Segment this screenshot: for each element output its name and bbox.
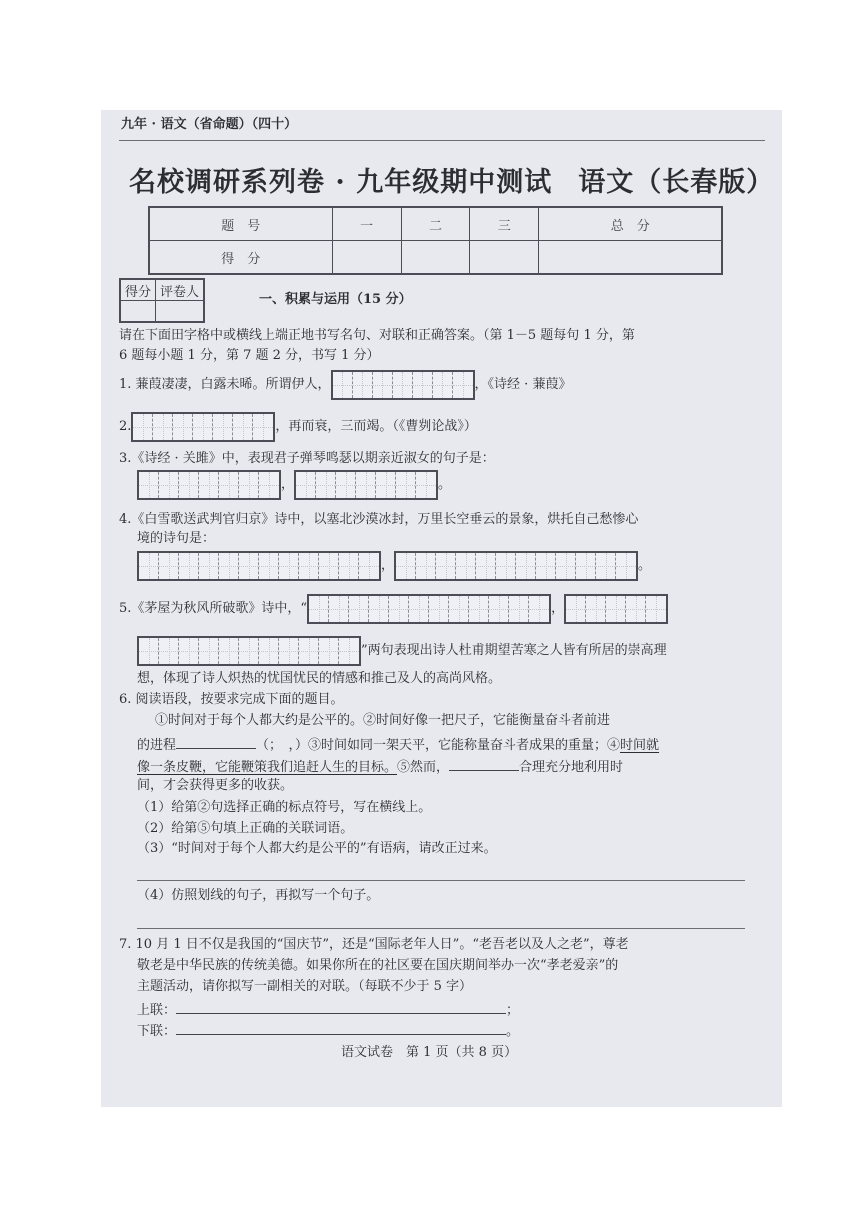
exam-paper bbox=[101, 110, 782, 1107]
q6-passage-line2 bbox=[137, 734, 659, 755]
question-5-line2 bbox=[137, 636, 667, 666]
q2-number: 2. bbox=[119, 419, 132, 434]
question-2 bbox=[119, 412, 477, 442]
period-mark: 。 bbox=[638, 558, 652, 573]
q3-answer-grid-1[interactable] bbox=[137, 470, 281, 500]
q6-text: 合理充分地利用时 bbox=[519, 760, 624, 775]
page-footer: 语文试卷 第 1 页（共 8 页） bbox=[341, 1045, 518, 1060]
score-table-header: 二 bbox=[401, 207, 470, 241]
score-cell[interactable] bbox=[539, 241, 722, 275]
q6-4-answer-line[interactable] bbox=[137, 928, 745, 929]
q6-subquestion-2: （2）给第⑤句填上正确的关联词语。 bbox=[137, 821, 354, 836]
q5-description: ”两句表现出诗人杜甫期望苦寒之人皆有所居的崇高理 bbox=[361, 643, 667, 658]
period-mark: 。 bbox=[506, 1024, 520, 1039]
exam-title-main: 名校调研系列卷 · 九年级期中测试 bbox=[129, 167, 553, 198]
question-7-line2: 敬老是中华民族的传统美德。如果你所在的社区要在国庆期间举办一次“孝老爱亲”的 bbox=[137, 958, 619, 973]
q2-answer-grid[interactable] bbox=[131, 412, 275, 442]
question-1 bbox=[119, 370, 571, 400]
q4-answer-grid-1[interactable] bbox=[137, 551, 381, 581]
score-table-header: 总 分 bbox=[539, 207, 722, 241]
semicolon-mark: ； bbox=[506, 1003, 520, 1018]
score-cell[interactable] bbox=[401, 241, 470, 275]
q6-underlined-text: 像一条皮鞭，它能鞭策我们追赶人生的目标。 bbox=[137, 760, 398, 775]
upper-couplet-label: 上联： bbox=[137, 1003, 177, 1018]
q5-answer-grid-3[interactable] bbox=[137, 636, 361, 666]
q5-answer-grid-2[interactable] bbox=[564, 594, 668, 624]
question-7-line3: 主题活动，请你拟写一副相关的对联。（每联不少于 5 字） bbox=[137, 979, 473, 994]
q6-passage-line1: ①时间对于每个人都大约是公平的。②时间好像一把尺子，它能衡量奋斗者前进 bbox=[155, 713, 611, 728]
grader-name-label: 评卷人 bbox=[156, 279, 205, 301]
q6-text: ⑤然而， bbox=[397, 760, 450, 775]
q6-passage-line3 bbox=[137, 756, 623, 777]
grader-score-label: 得分 bbox=[120, 279, 156, 301]
grader-score-cell[interactable] bbox=[120, 301, 156, 323]
question-4-line2: 境的诗句是： bbox=[137, 531, 216, 546]
q6-conjunction-blank[interactable] bbox=[449, 756, 519, 771]
q6-subquestion-4: （4）仿照划线的句子，再拟写一个句子。 bbox=[137, 888, 380, 903]
q3-answer-grid-2[interactable] bbox=[294, 470, 438, 500]
score-table-score-row bbox=[149, 241, 722, 275]
q6-text: （； ，）③时间如同一架天平，它能称量奋斗者成果的重量；④ bbox=[256, 738, 621, 753]
question-5-line1 bbox=[119, 594, 668, 624]
upper-couplet-row bbox=[137, 999, 519, 1020]
score-cell[interactable] bbox=[332, 241, 401, 275]
section1-heading: 一、积累与运用（15 分） bbox=[259, 292, 412, 307]
q6-subquestion-3: （3）“时间对于每个人都大约是公平的”有语病，请改正过来。 bbox=[137, 841, 497, 856]
question-5-line3: 想，体现了诗人炽热的忧国忧民的情感和推己及人的高尚风格。 bbox=[137, 671, 502, 686]
period-mark: 。 bbox=[438, 477, 452, 492]
q1-answer-grid[interactable] bbox=[331, 370, 475, 400]
grader-box bbox=[119, 278, 205, 323]
score-table-header-row bbox=[149, 207, 722, 241]
q5-answer-grid-1[interactable] bbox=[307, 594, 551, 624]
q3-answer-row bbox=[137, 470, 451, 500]
q4-answer-row bbox=[137, 551, 651, 581]
header-rule bbox=[119, 140, 765, 141]
grader-name-cell[interactable] bbox=[156, 301, 205, 323]
comma-mark: ， bbox=[551, 601, 565, 616]
score-cell[interactable] bbox=[470, 241, 539, 275]
instructions-line2: 6 题每小题 1 分，第 7 题 2 分，书写 1 分） bbox=[119, 348, 380, 363]
score-table-header: 题 号 bbox=[149, 207, 332, 241]
score-table-header: 三 bbox=[470, 207, 539, 241]
series-header: 九年 · 语文（省命题）（四十） bbox=[121, 117, 298, 132]
instructions-line1: 请在下面田字格中或横线上端正地书写名句、对联和正确答案。（第 1－5 题每句 1 分，第 bbox=[119, 328, 635, 343]
q6-3-answer-line[interactable] bbox=[137, 880, 745, 881]
question-7-line1: 7. 10 月 1 日不仅是我国的“国庆节”，还是“国际老年人日”。“老吾老以及人之老”，尊老 bbox=[119, 937, 629, 952]
q6-passage-line4: 间，才会获得更多的收获。 bbox=[137, 778, 294, 793]
q6-text: 的进程 bbox=[137, 738, 177, 753]
comma-mark: ， bbox=[381, 558, 395, 573]
q2-rest: ，再而衰，三而竭。（《曹刿论战》） bbox=[275, 419, 477, 434]
q6-underlined-text: 时间就 bbox=[620, 738, 660, 753]
question-6-title: 6. 阅读语段，按要求完成下面的题目。 bbox=[119, 692, 344, 707]
lower-couplet-label: 下联： bbox=[137, 1024, 177, 1039]
lower-couplet-row bbox=[137, 1020, 519, 1041]
question-3: 3.《诗经 · 关雎》中，表现君子弹琴鸣瑟以期亲近淑女的句子是： bbox=[119, 451, 495, 466]
exam-title-subject: 语文（长春版） bbox=[578, 167, 775, 198]
q5-prompt: 5.《茅屋为秋风所破歌》诗中，“ bbox=[119, 601, 308, 616]
q6-punctuation-blank[interactable] bbox=[176, 734, 256, 749]
q4-answer-grid-2[interactable] bbox=[394, 551, 638, 581]
q6-subquestion-1: （1）给第②句选择正确的标点符号，写在横线上。 bbox=[137, 800, 432, 815]
exam-title bbox=[129, 160, 774, 199]
score-table-header: 一 bbox=[332, 207, 401, 241]
question-4-line1: 4.《白雪歌送武判官归京》诗中，以塞北沙漠冰封，万里长空垂云的景象，烘托自己愁惨心 bbox=[119, 512, 639, 527]
q1-prompt: 1. 蒹葭凄凄，白露未晞。所谓伊人， bbox=[119, 377, 331, 392]
q1-source: ，《诗经 · 蒹葭》 bbox=[474, 377, 572, 392]
score-table bbox=[148, 206, 723, 275]
lower-couplet-input[interactable] bbox=[176, 1020, 506, 1035]
upper-couplet-input[interactable] bbox=[176, 999, 506, 1014]
score-row-label: 得 分 bbox=[149, 241, 332, 275]
comma-mark: ， bbox=[281, 477, 295, 492]
